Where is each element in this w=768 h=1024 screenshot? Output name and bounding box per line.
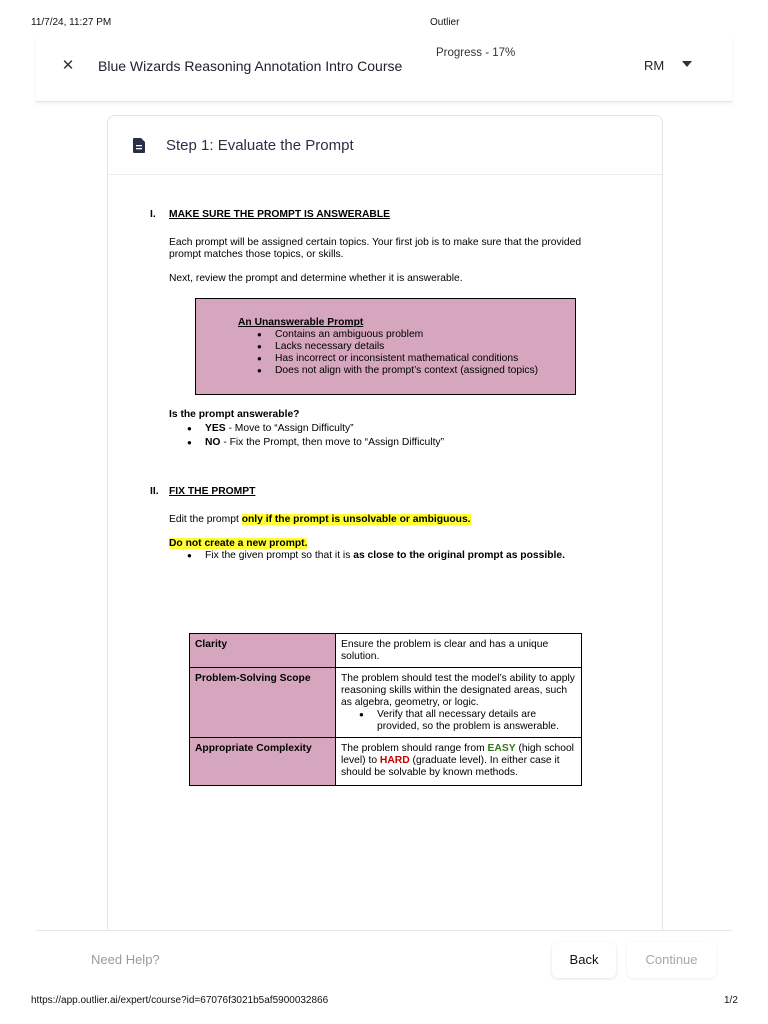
list-item bbox=[187, 437, 444, 449]
list-item: ● Contains an ambiguous problem bbox=[257, 329, 538, 341]
list-item: ● Has incorrect or inconsistent mathematical conditions bbox=[257, 353, 538, 365]
section-2-number: II. bbox=[150, 486, 159, 497]
answer-options-list bbox=[187, 423, 444, 449]
answer-text: - Move to “Assign Difficulty” bbox=[225, 423, 354, 434]
fix-bullet-prefix: Fix the given prompt so that it is bbox=[205, 550, 354, 561]
section-2-title: FIX THE PROMPT bbox=[169, 486, 256, 497]
criteria-description: Ensure the problem is clear and has a unique solution. bbox=[336, 634, 582, 668]
table-row bbox=[190, 634, 582, 668]
progress-label: Progress - 17% bbox=[436, 47, 516, 59]
section-1-paragraph-2: Next, review the prompt and determine whether it is answerable. bbox=[169, 273, 463, 284]
answer-text: - Fix the Prompt, then move to “Assign Difficulty” bbox=[220, 437, 445, 448]
section-1-number: I. bbox=[150, 209, 156, 220]
no-new-prompt-note bbox=[169, 538, 629, 550]
print-datetime: 11/7/24, 11:27 PM bbox=[31, 17, 112, 28]
criteria-description bbox=[336, 738, 582, 786]
paragraph-line: prompt matches those topics, or skills. bbox=[169, 249, 344, 260]
unanswerable-prompt-box bbox=[195, 298, 576, 395]
close-icon[interactable]: ✕ bbox=[61, 57, 75, 74]
card-header bbox=[108, 116, 662, 175]
print-header bbox=[0, 17, 768, 31]
print-url: https://app.outlier.ai/expert/course?id=67076f3021b5af5900032866 bbox=[31, 995, 329, 1006]
list-item: ● Does not align with the prompt’s context (assigned topics) bbox=[257, 365, 538, 377]
unanswerable-box-title: An Unanswerable Prompt bbox=[238, 317, 364, 328]
complexity-pre: The problem should range from bbox=[341, 743, 488, 754]
section-1-paragraph-1 bbox=[169, 237, 629, 261]
caret-down-icon[interactable] bbox=[682, 61, 696, 71]
paragraph-line: Each prompt will be assigned certain topics. Your first job is to make sure that the provided bbox=[169, 237, 582, 248]
table-row bbox=[190, 738, 582, 786]
criteria-label: Problem-Solving Scope bbox=[190, 668, 336, 738]
edit-prefix: Edit the prompt bbox=[169, 514, 242, 525]
complexity-mid: (high school level) to bbox=[341, 743, 574, 766]
print-footer bbox=[0, 995, 768, 1009]
print-site-title: Outlier bbox=[430, 17, 460, 28]
criteria-label: Appropriate Complexity bbox=[190, 738, 336, 786]
table-row bbox=[190, 668, 582, 738]
no-new-prompt-highlight: Do not create a new prompt. bbox=[169, 538, 308, 549]
course-header bbox=[36, 36, 732, 102]
edit-instruction bbox=[169, 514, 629, 526]
complexity-post: (graduate level). In either case it should be solvable by known methods. bbox=[341, 755, 560, 778]
scope-text: The problem should test the model’s ability to apply reasoning skills within the designated areas, such as algebra, geometry, or logic. bbox=[341, 673, 575, 708]
unanswerable-list bbox=[257, 329, 538, 377]
edit-highlight: only if the prompt is unsolvable or ambiguous. bbox=[241, 514, 471, 525]
step-title: Step 1: Evaluate the Prompt bbox=[166, 137, 354, 154]
print-page-number: 1/2 bbox=[724, 995, 738, 1006]
easy-label: EASY bbox=[487, 743, 516, 754]
lesson-card bbox=[107, 115, 663, 945]
list-item: ● Lacks necessary details bbox=[257, 341, 538, 353]
answer-key: NO bbox=[205, 437, 221, 448]
lesson-footer bbox=[36, 930, 732, 986]
answer-key: YES bbox=[205, 423, 226, 434]
criteria-label: Clarity bbox=[190, 634, 336, 668]
continue-button[interactable]: Continue bbox=[627, 942, 716, 978]
hard-label: HARD bbox=[379, 755, 410, 766]
fix-bullet-bold: as close to the original prompt as possible. bbox=[353, 550, 565, 561]
criteria-description bbox=[336, 668, 582, 738]
list-item: ● Verify that all necessary details are provided, so the problem is answerable. bbox=[341, 709, 576, 733]
need-help-link[interactable]: Need Help? bbox=[91, 952, 160, 967]
answerable-question: Is the prompt answerable? bbox=[169, 409, 300, 420]
course-title: Blue Wizards Reasoning Annotation Intro Course bbox=[98, 58, 403, 74]
user-initials[interactable]: RM bbox=[644, 58, 665, 73]
list-item bbox=[187, 423, 444, 435]
fix-bullet-list bbox=[187, 550, 565, 562]
back-button[interactable]: Back bbox=[552, 942, 616, 978]
document-icon bbox=[133, 138, 145, 153]
list-item bbox=[187, 550, 565, 562]
criteria-table bbox=[189, 633, 582, 786]
section-1-title: MAKE SURE THE PROMPT IS ANSWERABLE bbox=[169, 209, 391, 220]
